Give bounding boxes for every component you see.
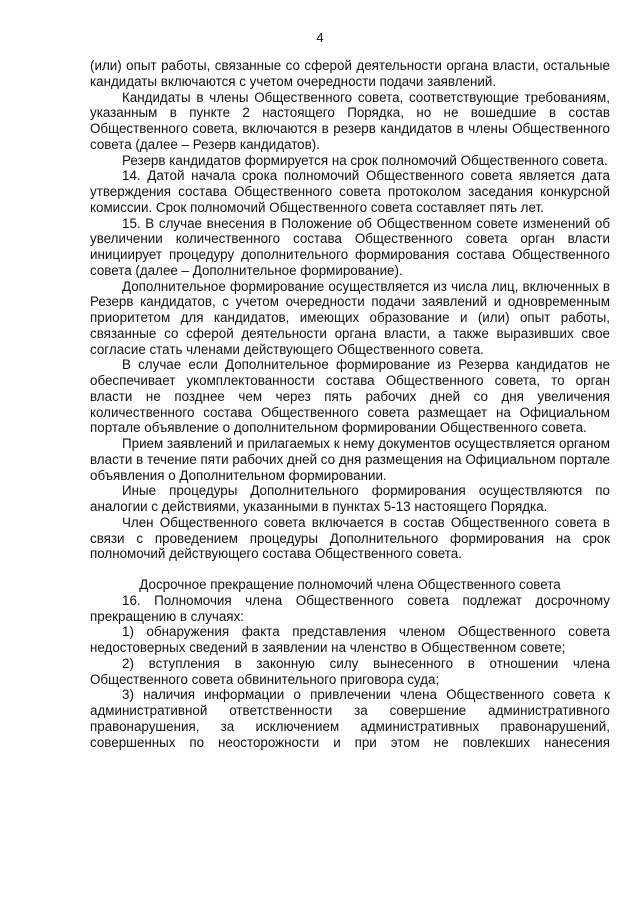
paragraph: Резерв кандидатов формируется на срок полномочий Общественного совета. [122, 152, 608, 168]
document-body [90, 58, 610, 750]
paragraph: В случае если Дополнительное формирование из Резерва кандидатов не обеспечивает укомплектованности состава Общественного совета, то орган власти не позднее чем через пять рабочих дней со дня увеличения количественного состава Общественного совета размещает на Официальном портале объявление о дополнительном формировании Общественного совета. [90, 357, 610, 436]
section-heading: Досрочное прекращение полномочий члена Общественного совета [139, 577, 561, 592]
paragraph: 15. В случае внесения в Положение об Общественном совете изменений об увеличении количественного состава Общественного совета орган власти инициирует процедуру дополнительного формирования состава Общественного совета (далее – Дополнительное формирование). [90, 215, 610, 278]
paragraph: Дополнительное формирование осуществляется из числа лиц, включенных в Резерв кандидатов, с учетом очередности подачи заявлений и одновременным приоритетом для кандидатов, имеющих образование и (или) опыт работы, связанные со сферой деятельности органа власти, а также выразивших свое согласие стать членами действующего Общественного совета. [90, 278, 610, 357]
paragraph: Член Общественного совета включается в состав Общественного совета в связи с проведением процедуры Дополнительного формирования на срок полномочий действующего состава Общественного совета. [90, 514, 610, 562]
paragraph: Иные процедуры Дополнительного формирования осуществляются по аналогии с действиями, указанными в пунктах 5-13 настоящего Порядка. [90, 483, 610, 514]
paragraph: (или) опыт работы, связанные со сферой деятельности органа власти, остальные кандидаты включаются с учетом очередности подачи заявлений. [90, 58, 610, 89]
paragraph: 14. Датой начала срока полномочий Общественного совета является дата утверждения состава Общественного совета протоколом заседания конкурсной комиссии. Срок полномочий Общественного совета составляет пять лет. [90, 168, 610, 215]
paragraph: 2) вступления в законную силу вынесенного в отношении члена Общественного совета обвинительного приговора суда; [90, 655, 610, 687]
paragraph-group-bottom [90, 593, 610, 751]
paragraph: 16. Полномочия члена Общественного совета подлежат досрочному прекращению в случаях: [90, 592, 610, 624]
page-number: 4 [316, 30, 324, 45]
paragraph: 1) обнаружения факта представления членом Общественного совета недостоверных сведений в заявлении на членство в Общественном совете; [90, 624, 610, 655]
paragraph-group-top [90, 58, 610, 562]
paragraph: 3) наличия информации о привлечении члена Общественного совета к административной ответственности за совершение административного правонарушения, за исключением административных правонарушений, совершенных по неосторожности и при этом не повлекших нанесения [90, 687, 610, 750]
paragraph: Кандидаты в члены Общественного совета, соответствующие требованиям, указанным в пункте 2 настоящего Порядка, но не вошедшие в состав Общественного совета, включаются в резерв кандидатов в члены Общественного совета (далее – Резерв кандидатов). [90, 89, 610, 152]
paragraph: Прием заявлений и прилагаемых к нему документов осуществляется органом власти в течение пяти рабочих дней со дня размещения на Официальном портале объявления о Дополнительном формировании. [90, 436, 610, 483]
